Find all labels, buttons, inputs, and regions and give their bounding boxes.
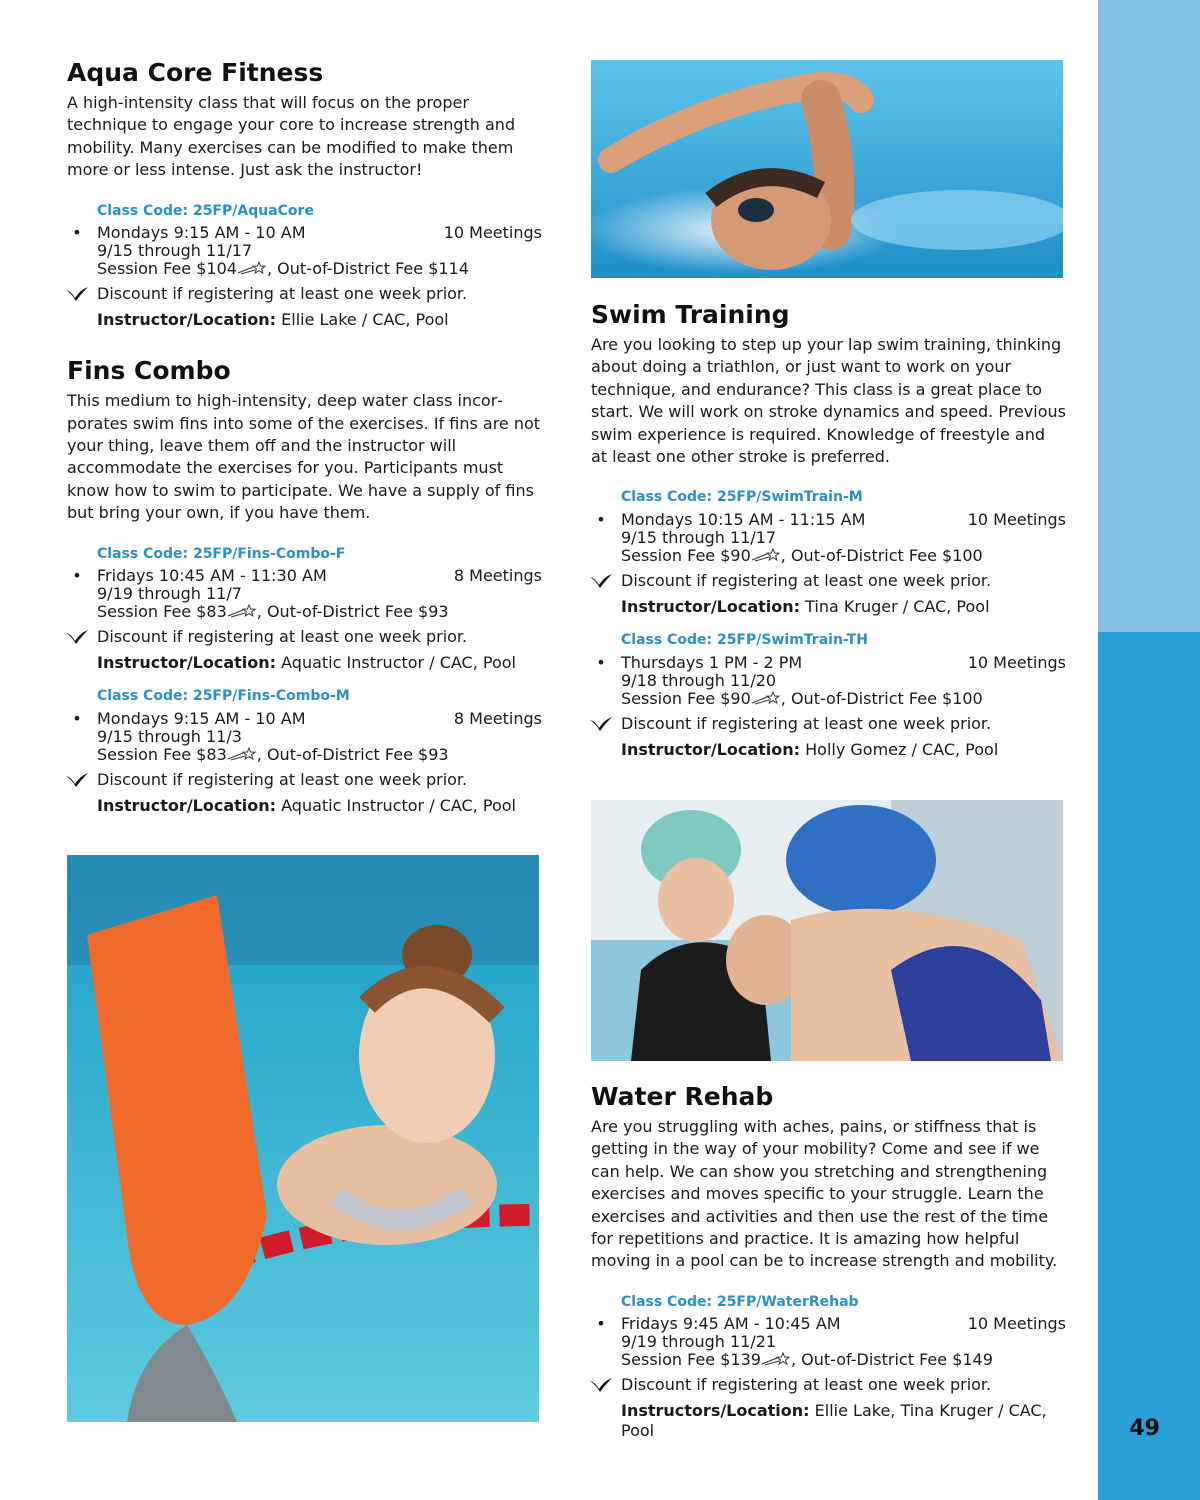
class-offering: [72, 687, 542, 816]
class-code: Class Code: 25FP/Fins-Combo-M: [97, 688, 350, 705]
shooting-star-icon: [237, 261, 267, 275]
shooting-star-icon: [227, 604, 257, 618]
swimmer-photo: [591, 60, 1063, 278]
class-code: Class Code: 25FP/SwimTrain-TH: [621, 632, 868, 649]
discount-note: Discount if registering at least one week prior.: [97, 627, 542, 647]
section-title: Aqua Core Fitness: [67, 58, 324, 87]
fee-row: Session Fee $90 , Out-of-District Fee $100: [621, 546, 983, 566]
fee-row: Session Fee $83 , Out-of-District Fee $93: [97, 602, 449, 622]
day-time: Mondays 9:15 AM - 10 AM: [97, 708, 306, 728]
section-description: This medium to high-intensity, deep water class incorporates swim fins into some of the exercises. If fins are not your thing, leave them off and the instructor will accommodate the exercises for you. Participants must know how to swim to participate. We have a supply of fins but bring your own, if you have them.: [67, 391, 541, 523]
discount-note: Discount if registering at least one week prior.: [621, 571, 1066, 591]
bullet: •: [72, 708, 82, 728]
instructor-location: Instructor/Location: Tina Kruger / CAC, Pool: [621, 597, 990, 617]
day-time: Thursdays 1 PM - 2 PM: [621, 652, 803, 672]
meetings-count: 8 Meetings: [453, 708, 542, 728]
section-description: A high-intensity class that will focus on the proper technique to engage your core to increase strength and mobility. Many exercises can be modified to make them more or less intense. Just ask the instructor!: [67, 93, 516, 180]
page-tab-light: [1098, 0, 1200, 632]
meetings-count: 10 Meetings: [967, 652, 1066, 672]
shooting-star-icon: [761, 1352, 791, 1366]
section-title: Swim Training: [591, 300, 790, 329]
date-range: 9/15 through 11/17: [97, 241, 253, 261]
bullet: •: [596, 510, 606, 530]
swoosh-check-icon: [589, 716, 613, 732]
right-column: [591, 300, 1066, 760]
class-offering: [72, 202, 542, 331]
discount-note: Discount if registering at least one week prior.: [621, 1375, 1066, 1395]
discount-note: Discount if registering at least one week prior.: [97, 284, 542, 304]
instructor-location: Instructor/Location: Aquatic Instructor / CAC, Pool: [97, 795, 516, 815]
ood-fee: $100: [942, 546, 983, 566]
day-time: Fridays 10:45 AM - 11:30 AM: [97, 566, 327, 586]
class-code: Class Code: 25FP/WaterRehab: [621, 1293, 859, 1310]
date-range: 9/19 through 11/21: [621, 1332, 777, 1352]
page-number: 49: [1129, 1416, 1160, 1441]
ood-fee: $149: [952, 1350, 993, 1370]
section-water-rehab: [591, 1082, 1066, 1441]
schedule-row: [72, 566, 542, 586]
fee-row: Session Fee $104 , Out-of-District Fee $114: [97, 259, 469, 279]
ood-fee: $100: [942, 688, 983, 708]
fee-row: Session Fee $139 , Out-of-District Fee $149: [621, 1350, 993, 1370]
right-column-lower: [591, 1082, 1066, 1441]
discount-note: Discount if registering at least one week prior.: [621, 714, 1066, 734]
shooting-star-icon: [227, 747, 257, 761]
class-code: Class Code: 25FP/Fins-Combo-F: [97, 545, 346, 562]
meetings-count: 8 Meetings: [453, 566, 542, 586]
section-fins-combo: [67, 356, 542, 816]
session-fee: $90: [720, 546, 751, 566]
schedule-row: [596, 1314, 1066, 1334]
coach-swimmer-photo: [591, 800, 1063, 1061]
session-fee: $83: [196, 602, 227, 622]
session-fee: $139: [720, 1350, 761, 1370]
swoosh-check-icon: [65, 286, 89, 302]
ood-fee: $114: [428, 259, 469, 279]
section-description: Are you struggling with aches, pains, or stiffness that is getting in the way of your mobility? Come and see if we can help. We can show you stretching and strengthening exercises and moves specific to your struggle. Learn the exercises and activities and then use the rest of the time for repetitions and practice. It is amazing how helpful moving in a pool can be to increase strength and mobility.: [591, 1117, 1058, 1271]
session-fee: $90: [720, 688, 751, 708]
section-title: Fins Combo: [67, 356, 231, 386]
page-tab-dark: [1098, 632, 1200, 1500]
day-time: Fridays 9:45 AM - 10:45 AM: [621, 1314, 841, 1334]
schedule-row: [596, 652, 1066, 672]
class-offering: [596, 1293, 1066, 1442]
bullet: •: [72, 566, 82, 586]
ood-fee: $93: [418, 602, 449, 622]
section-swim-training: [591, 300, 1066, 760]
swoosh-check-icon: [65, 629, 89, 645]
session-fee: $104: [196, 259, 237, 279]
instructor-location: Instructors/Location: Ellie Lake, Tina Kruger / CAC, Pool: [621, 1401, 1047, 1441]
swoosh-check-icon: [65, 772, 89, 788]
schedule-row: [72, 223, 542, 243]
ood-fee: $93: [418, 744, 449, 764]
date-range: 9/15 through 11/3: [97, 726, 242, 746]
class-offering: [72, 545, 542, 674]
meetings-count: 10 Meetings: [967, 510, 1066, 530]
fee-row: Session Fee $90 , Out-of-District Fee $100: [621, 688, 983, 708]
section-description: Are you looking to step up your lap swim training, thinking about doing a triathlon, or just want to work on your technique, and endurance? This class is a great place to start. We will work on stroke dynamics and speed. Previous swim experience is required. Knowledge of freestyle and at least one other stroke is preferred.: [591, 335, 1066, 467]
schedule-row: [596, 510, 1066, 530]
class-code: Class Code: 25FP/AquaCore: [97, 202, 314, 219]
session-fee: $83: [196, 744, 227, 764]
class-offering: [596, 488, 1066, 617]
schedule-row: [72, 708, 542, 728]
day-time: Mondays 9:15 AM - 10 AM: [97, 223, 306, 243]
date-range: 9/15 through 11/17: [621, 528, 777, 548]
shooting-star-icon: [751, 548, 781, 562]
instructor-location: Instructor/Location: Holly Gomez / CAC, Pool: [621, 739, 999, 759]
class-code: Class Code: 25FP/SwimTrain-M: [621, 489, 863, 506]
section-title: Water Rehab: [591, 1082, 774, 1111]
day-time: Mondays 10:15 AM - 11:15 AM: [621, 510, 866, 530]
swoosh-check-icon: [589, 573, 613, 589]
meetings-count: 10 Meetings: [443, 223, 542, 243]
girl-with-fin-photo: [67, 855, 539, 1422]
swoosh-check-icon: [589, 1377, 613, 1393]
bullet: •: [72, 223, 82, 243]
instructor-location: Instructor/Location: Ellie Lake / CAC, Pool: [97, 310, 449, 330]
discount-note: Discount if registering at least one week prior.: [97, 770, 542, 790]
fee-row: Session Fee $83 , Out-of-District Fee $93: [97, 744, 449, 764]
class-offering: [596, 631, 1066, 760]
date-range: 9/18 through 11/20: [621, 670, 777, 690]
bullet: •: [596, 652, 606, 672]
bullet: •: [596, 1314, 606, 1334]
date-range: 9/19 through 11/7: [97, 584, 242, 604]
meetings-count: 10 Meetings: [967, 1314, 1066, 1334]
section-aqua-core-fitness: [67, 58, 542, 330]
left-column: [67, 58, 542, 816]
instructor-location: Instructor/Location: Aquatic Instructor / CAC, Pool: [97, 653, 516, 673]
shooting-star-icon: [751, 691, 781, 705]
